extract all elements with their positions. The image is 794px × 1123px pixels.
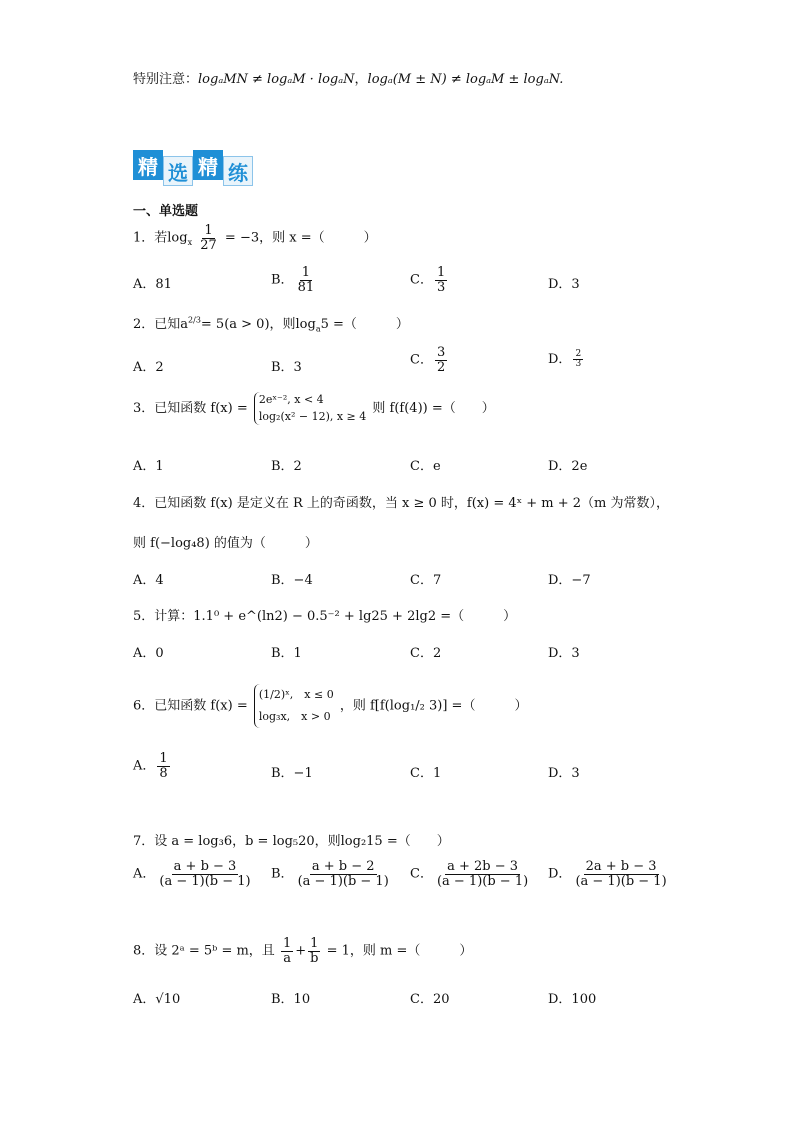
question-2 <box>133 313 409 334</box>
q6-a-label: A． <box>133 758 156 774</box>
q2-d-den: 3 <box>575 359 582 369</box>
question-4-line-2: 则 f(−log₄8) 的值为（ ） <box>133 536 318 551</box>
q6-suffix: ，则 f[f(log₁/₂ 3)] =（ ） <box>339 698 528 714</box>
question-5: 5．计算：1.1⁰ + e^(ln2) − 0.5⁻² + lg25 + 2lg2 =（ ） <box>133 609 517 624</box>
q2-d-num: 2 <box>575 348 582 359</box>
q7-c-label: C． <box>410 866 433 882</box>
logo-char-4: 练 <box>223 156 253 186</box>
q1-prefix: 1．若log <box>133 230 188 246</box>
q8-option-d: D．100 <box>548 992 597 1007</box>
question-1 <box>133 224 377 252</box>
q8-f1-den: a <box>283 950 291 966</box>
q6-case-2: log₃x, x > 0 <box>258 710 331 723</box>
question-7: 7．设 a = log₃6，b = log₅20，则log₂15 =（ ） <box>133 834 450 849</box>
q4-option-c: C．7 <box>410 573 442 588</box>
note-formula-2: logₐ(M ± N) ≠ logₐM ± logₐN. <box>367 72 564 87</box>
logo-char-1: 精 <box>133 150 163 180</box>
q1-option-a: A．81 <box>133 277 172 292</box>
q7-a-den: (a − 1)(b − 1) <box>159 873 251 889</box>
q8-prefix: 8．设 2ᵃ = 5ᵇ = m，且 <box>133 943 275 959</box>
q6-a-num: 1 <box>159 751 168 766</box>
q1-b-num: 1 <box>301 265 310 280</box>
q3-case-1: 2eˣ⁻², x < 4 <box>258 393 324 406</box>
q1-sub: x <box>187 238 193 248</box>
q6-a-den: 8 <box>159 765 168 781</box>
q7-c-num: a + 2b − 3 <box>447 859 519 874</box>
q8-option-a: A．√10 <box>133 992 181 1007</box>
q5-option-d: D．3 <box>548 646 580 661</box>
q7-option-b <box>271 860 393 888</box>
q6-piecewise <box>254 684 334 728</box>
q1-option-d: D．3 <box>548 277 580 292</box>
logo-char-2: 选 <box>163 156 193 186</box>
q2-suffix: 5 =（ ） <box>320 317 409 332</box>
q3-option-b: B．2 <box>271 459 302 474</box>
q3-piecewise <box>254 392 366 425</box>
question-8 <box>133 937 472 965</box>
q1-c-den: 3 <box>436 279 446 295</box>
q7-c-den: (a − 1)(b − 1) <box>436 873 529 889</box>
q1-fraction <box>198 224 219 252</box>
q5-option-b: B．1 <box>271 646 302 661</box>
q2-option-d <box>548 348 585 369</box>
q7-a-label: A． <box>133 866 156 882</box>
question-6 <box>133 684 527 728</box>
q2-option-a: A．2 <box>133 360 164 375</box>
q2-option-b: B．3 <box>271 360 302 375</box>
section-logo <box>133 150 253 186</box>
q7-b-label: B． <box>271 866 294 882</box>
q2-d-label: D． <box>548 352 572 367</box>
q1-num: 1 <box>204 223 213 238</box>
q4-option-b: B．−4 <box>271 573 313 588</box>
q7-option-c <box>410 860 532 888</box>
q6-option-b: B．−1 <box>271 766 313 781</box>
q7-d-den: (a − 1)(b − 1) <box>575 873 667 889</box>
question-4-line-1: 4．已知函数 f(x) 是定义在 R 上的奇函数，当 x ≥ 0 时，f(x) = 4ˣ + m + 2（m 为常数）， <box>133 496 669 511</box>
q2-c-den: 2 <box>436 359 446 375</box>
q1-option-c <box>410 266 449 294</box>
q1-suffix: = −3，则 x =（ ） <box>224 230 377 246</box>
q7-option-a <box>133 860 255 888</box>
note-separator: ， <box>354 72 368 87</box>
q2-exp: 2/3 <box>188 315 201 325</box>
q2-sub: a <box>315 324 321 334</box>
q4-option-d: D．−7 <box>548 573 591 588</box>
q5-option-a: A．0 <box>133 646 164 661</box>
q6-option-c: C．1 <box>410 766 442 781</box>
q2-c-label: C． <box>410 352 433 368</box>
q8-option-b: B．10 <box>271 992 311 1007</box>
q7-b-den: (a − 1)(b − 1) <box>297 873 389 889</box>
q1-c-label: C． <box>410 272 433 288</box>
q8-plus: + <box>295 943 307 959</box>
q7-a-num: a + b − 3 <box>173 859 237 874</box>
q1-b-den: 81 <box>297 279 315 295</box>
q1-den: 27 <box>200 237 217 253</box>
q4-option-a: A．4 <box>133 573 164 588</box>
q6-option-d: D．3 <box>548 766 580 781</box>
q2-option-c <box>410 346 449 374</box>
section-title: 一、单选题 <box>133 204 199 219</box>
q7-d-num: 2a + b − 3 <box>585 859 657 874</box>
q8-f2-den: b <box>310 950 319 966</box>
question-3 <box>133 392 495 425</box>
q8-suffix: = 1，则 m =（ ） <box>326 943 473 959</box>
q8-option-c: C．20 <box>410 992 450 1007</box>
q1-b-label: B． <box>271 272 294 288</box>
q6-option-a <box>133 752 172 780</box>
logo-char-3: 精 <box>193 150 223 180</box>
q2-c-num: 3 <box>436 345 446 360</box>
q3-prefix: 3．已知函数 f(x) = <box>133 401 248 416</box>
note-label: 特别注意： <box>133 72 199 87</box>
q3-option-d: D．2e <box>548 459 588 474</box>
q3-case-2: log₂(x² − 12), x ≥ 4 <box>258 409 367 423</box>
q7-d-label: D． <box>548 866 572 882</box>
q3-option-a: A．1 <box>133 459 164 474</box>
q2-prefix: 2．已知a <box>133 317 189 332</box>
q1-option-b <box>271 266 318 294</box>
q1-c-num: 1 <box>436 265 446 280</box>
q6-case-1: (1/2)ˣ, x ≤ 0 <box>258 688 334 701</box>
q8-f1-num: 1 <box>282 936 292 951</box>
q6-prefix: 6．已知函数 f(x) = <box>133 698 248 714</box>
note-formula-1: logₐMN ≠ logₐM · logₐN <box>198 72 355 87</box>
q2-mid: = 5(a > 0)，则log <box>200 317 316 332</box>
q5-option-c: C．2 <box>410 646 442 661</box>
q3-suffix: 则 f(f(4)) =（ ） <box>372 401 495 416</box>
q7-option-d <box>548 860 671 888</box>
q8-f2-num: 1 <box>310 936 319 951</box>
q7-b-num: a + b − 2 <box>311 859 375 874</box>
special-note <box>133 68 563 87</box>
q3-option-c: C．e <box>410 459 441 474</box>
